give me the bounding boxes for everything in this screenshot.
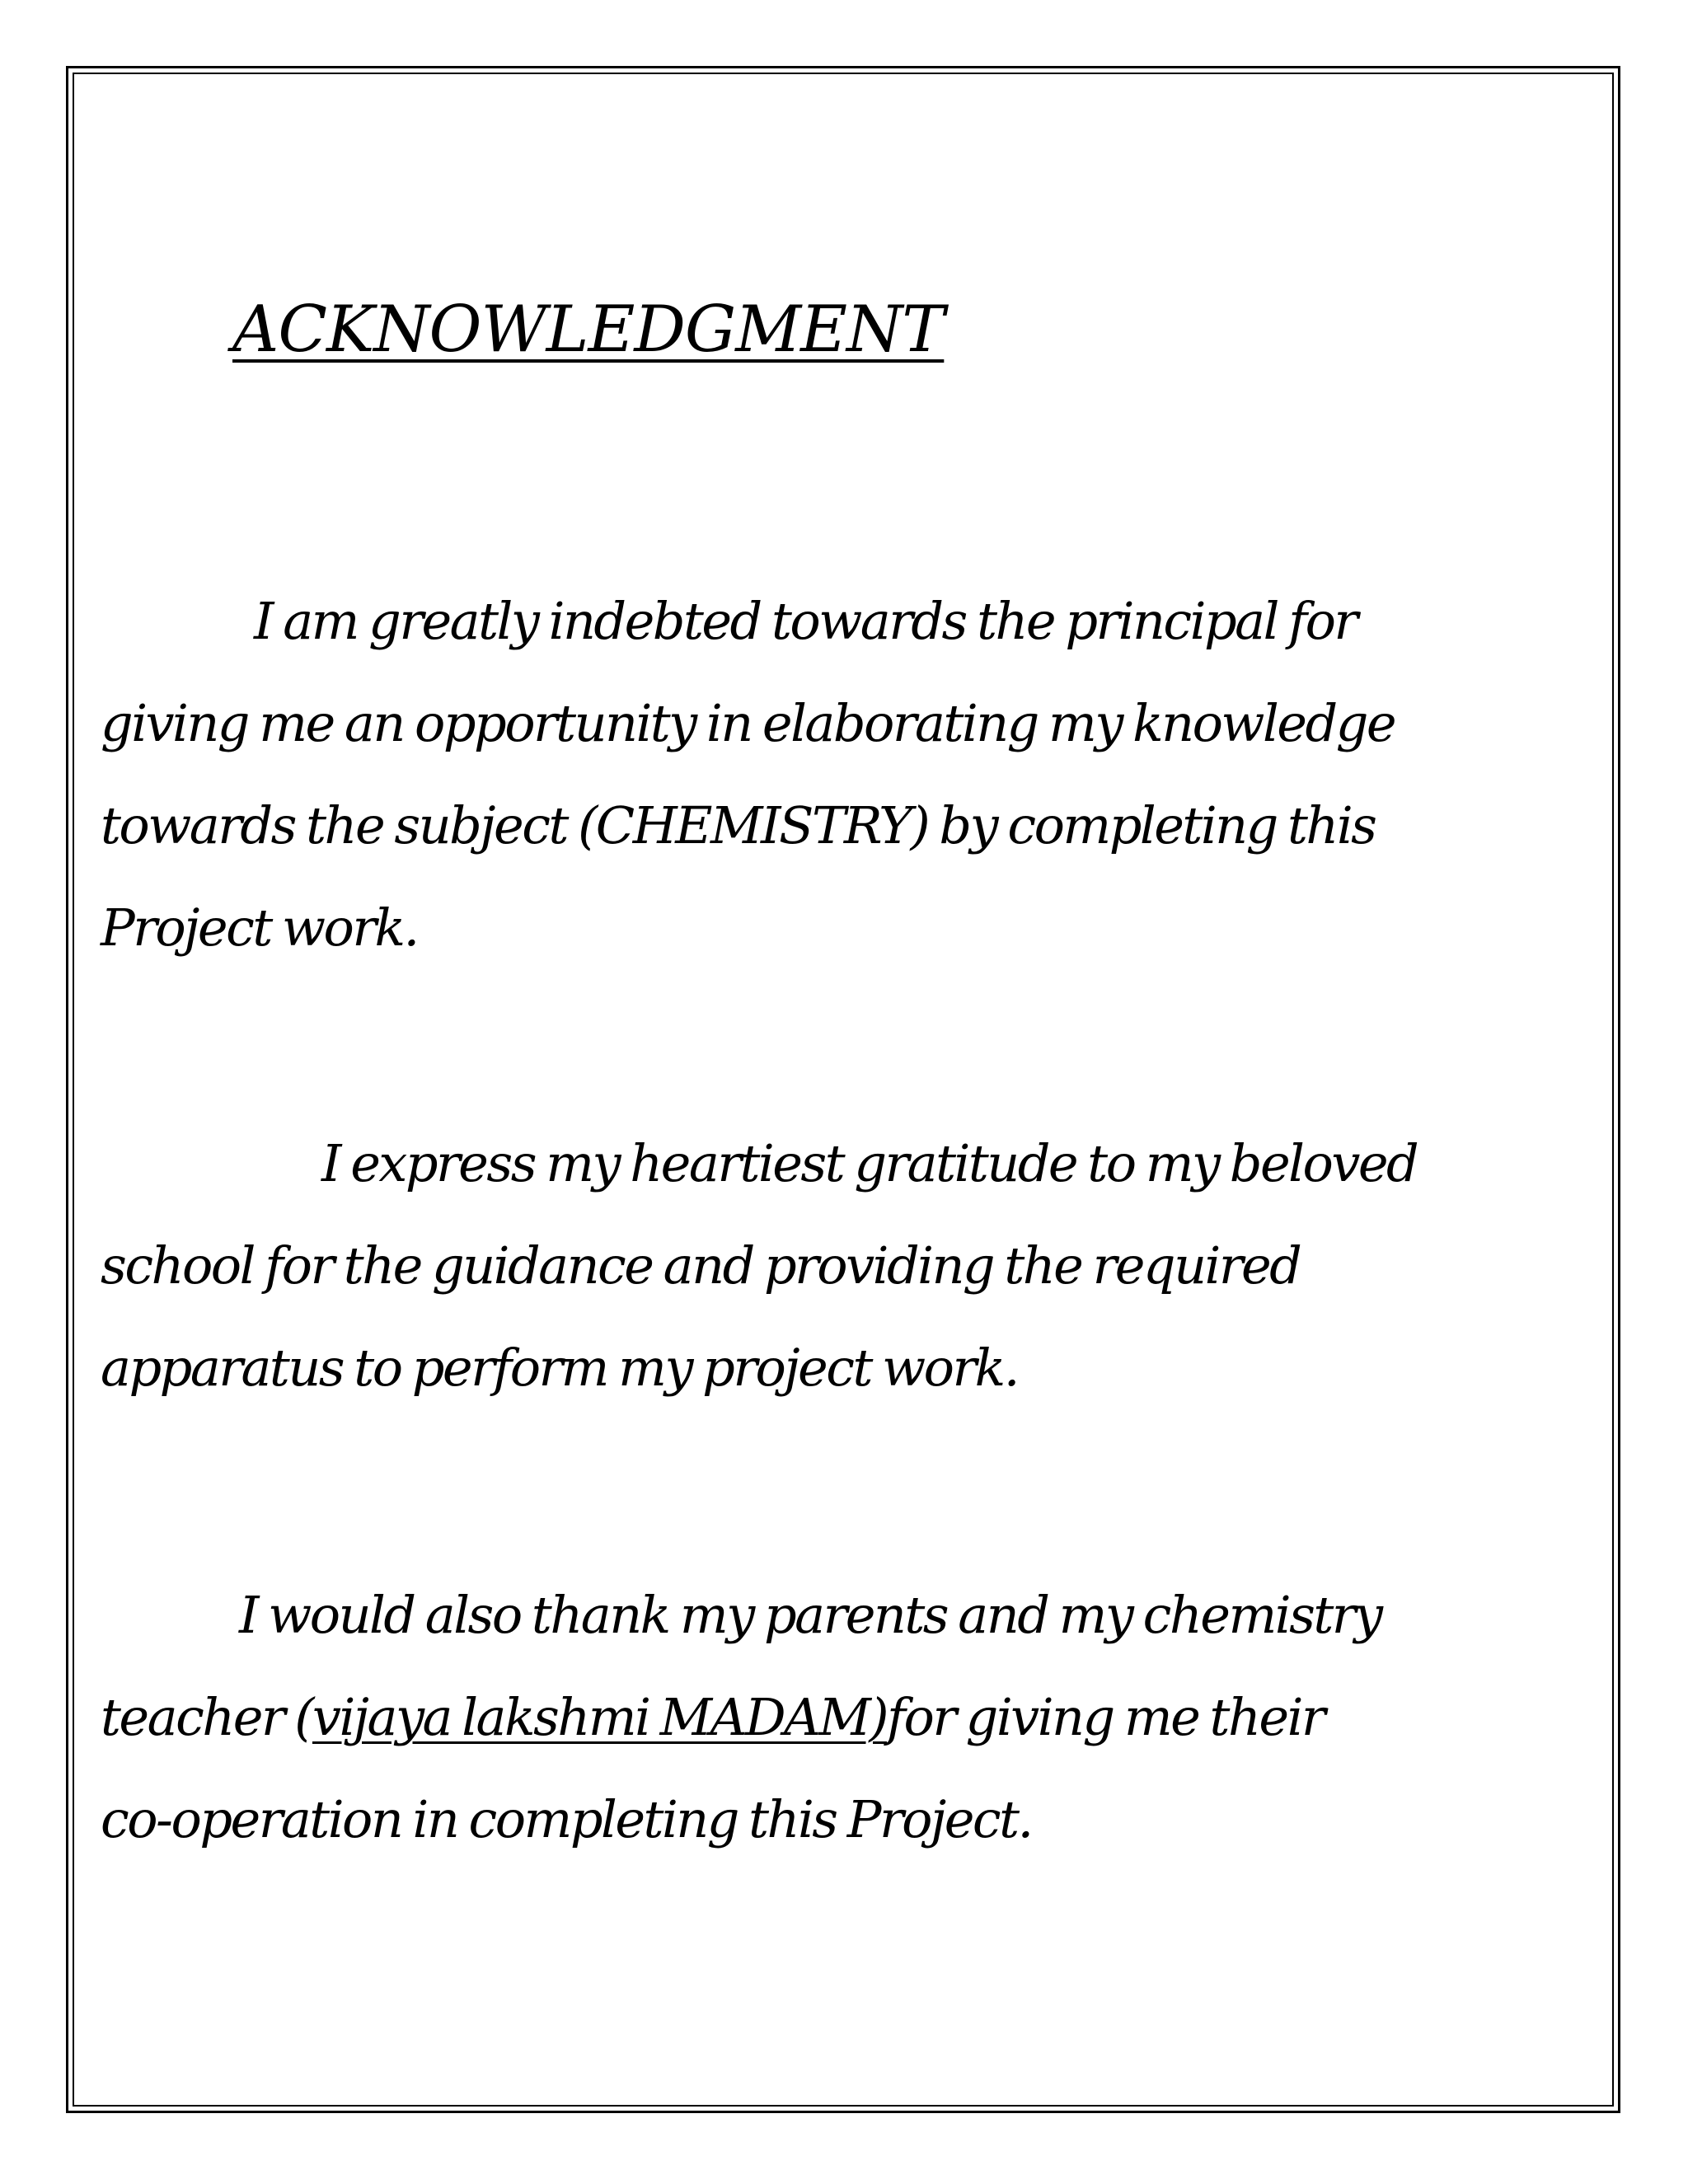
paragraph-line	[101, 1666, 1609, 1769]
paragraph-line: towards the subject (CHEMISTRY) by completing this	[101, 795, 1376, 855]
paragraph-principal	[101, 570, 1609, 979]
teacher-name: vijaya lakshmi MADAM)	[312, 1687, 888, 1747]
line-suffix: for giving me their	[887, 1687, 1325, 1747]
paragraph-school	[101, 1113, 1609, 1419]
paragraph-line: I am greatly indebted towards the principal for	[254, 591, 1357, 651]
paragraph-parents-teacher	[101, 1564, 1609, 1871]
paragraph-line: I express my heartiest gratitude to my beloved	[321, 1133, 1418, 1193]
paragraph-line: school for the guidance and providing the required	[101, 1235, 1301, 1296]
line-prefix: teacher (	[101, 1687, 312, 1747]
paragraph-line: I would also thank my parents and my chemistry	[239, 1585, 1381, 1645]
paragraph-line: giving me an opportunity in elaborating my knowledge	[101, 693, 1395, 753]
page-title: ACKNOWLEDGMENT	[232, 293, 945, 367]
paragraph-line: Project work.	[101, 898, 418, 958]
paragraph-line: co-operation in completing this Project.	[101, 1789, 1032, 1849]
paragraph-line: apparatus to perform my project work.	[101, 1338, 1018, 1398]
